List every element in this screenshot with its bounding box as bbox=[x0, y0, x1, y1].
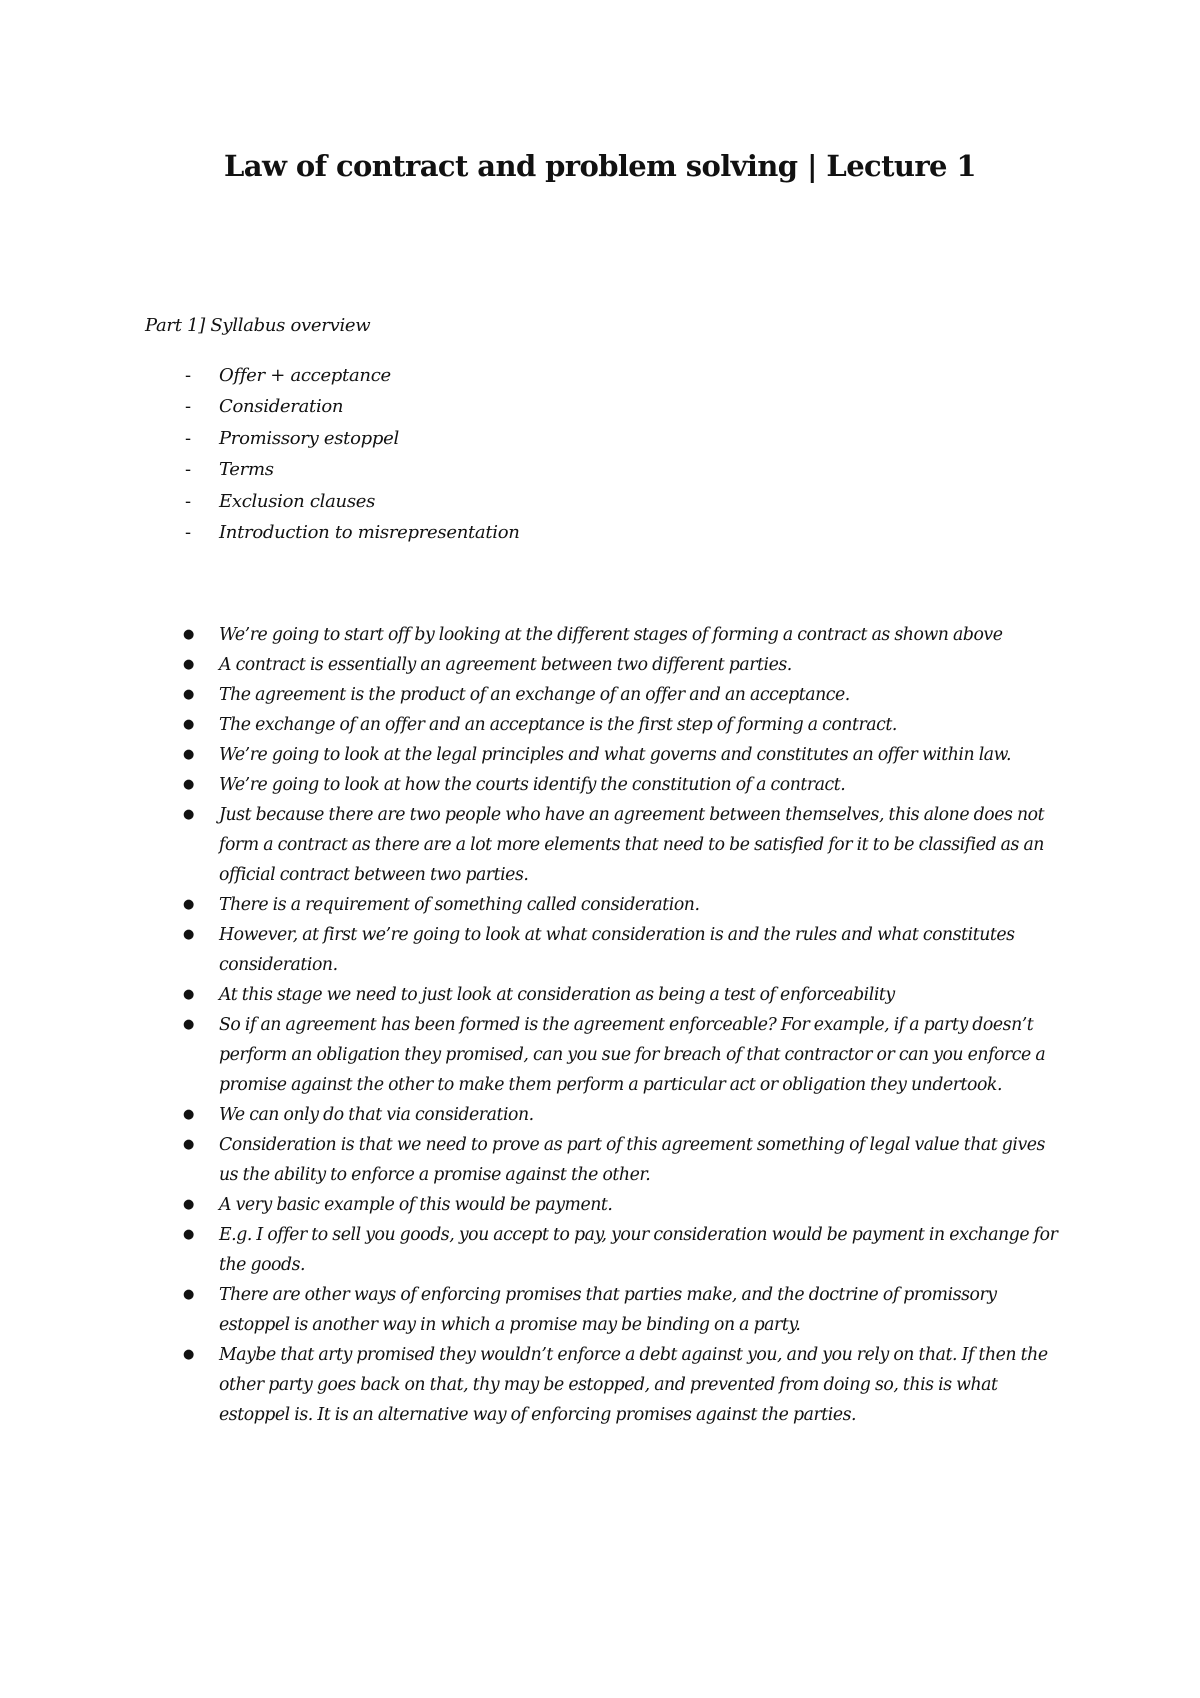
bullet-icon: ● bbox=[183, 1347, 194, 1362]
document-title: Law of contract and problem solving | Lecture 1 bbox=[224, 149, 976, 183]
syllabus-item-text: Offer + acceptance bbox=[219, 365, 391, 386]
note-item bbox=[145, 1010, 1065, 1100]
bullet-icon: ● bbox=[183, 1107, 194, 1122]
bullet-icon: ● bbox=[183, 1287, 194, 1302]
syllabus-item-text: Consideration bbox=[219, 396, 344, 418]
note-item bbox=[145, 800, 1065, 890]
note-item bbox=[145, 1130, 1065, 1190]
dash-marker: - bbox=[185, 459, 191, 481]
bullet-icon: ● bbox=[183, 1017, 194, 1032]
syllabus-item-text: Promissory estoppel bbox=[219, 427, 399, 449]
note-item bbox=[145, 650, 1065, 680]
notes-list bbox=[145, 620, 1065, 1430]
note-text: The agreement is the product of an exchange of an offer and an acceptance. bbox=[219, 685, 850, 705]
dash-marker: - bbox=[185, 490, 191, 512]
note-text: Just because there are two people who have an agreement between themselves, this alone does not form a contract as there are a lot more elements that need to be satisfied for it to be classified as an official contract between two parties. bbox=[219, 805, 1045, 885]
note-text: At this stage we need to just look at consideration as being a test of enforceability bbox=[219, 985, 895, 1005]
note-item bbox=[145, 890, 1065, 920]
note-text: However, at first we’re going to look at what consideration is and the rules and what constitutes consideration. bbox=[219, 925, 1015, 975]
bullet-icon: ● bbox=[183, 807, 194, 822]
note-text: So if an agreement has been formed is the agreement enforceable? For example, if a party doesn’t perform an obligation they promised, can you sue for breach of that contractor or can you enforce a promise against the other to make them perform a particular act or obligation they undertook. bbox=[219, 1015, 1046, 1095]
bullet-icon: ● bbox=[183, 717, 194, 732]
note-item bbox=[145, 620, 1065, 650]
note-text: We’re going to look at how the courts identify the constitution of a contract. bbox=[219, 775, 846, 795]
note-text: A contract is essentially an agreement between two different parties. bbox=[219, 655, 792, 675]
note-item bbox=[145, 680, 1065, 710]
dash-marker: - bbox=[185, 396, 191, 418]
bullet-icon: ● bbox=[183, 1227, 194, 1242]
bullet-icon: ● bbox=[183, 747, 194, 762]
bullet-icon: ● bbox=[183, 687, 194, 702]
bullet-icon: ● bbox=[183, 627, 194, 642]
note-item bbox=[145, 980, 1065, 1010]
note-item bbox=[145, 1100, 1065, 1130]
note-text: We can only do that via consideration. bbox=[219, 1105, 534, 1125]
note-text: There are other ways of enforcing promises that parties make, and the doctrine of promissory estoppel is another way in which a promise may be binding on a party. bbox=[219, 1285, 997, 1335]
note-item bbox=[145, 740, 1065, 770]
dash-marker: - bbox=[185, 365, 191, 386]
note-item bbox=[145, 770, 1065, 800]
dash-marker: - bbox=[185, 427, 191, 449]
note-item bbox=[145, 920, 1065, 980]
bullet-icon: ● bbox=[183, 777, 194, 792]
bullet-icon: ● bbox=[183, 1137, 194, 1152]
note-item bbox=[145, 1280, 1065, 1340]
note-text: We’re going to look at the legal principles and what governs and constitutes an offer within law. bbox=[219, 745, 1011, 765]
note-text: Maybe that arty promised they wouldn’t enforce a debt against you, and you rely on that. If then the other party goes back on that, thy may be estopped, and prevented from doing so, this is what estoppel is. It is an alternative way of enforcing promises against the parties. bbox=[219, 1345, 1048, 1425]
syllabus-item-text: Exclusion clauses bbox=[219, 490, 376, 512]
note-text: A very basic example of this would be payment. bbox=[219, 1195, 613, 1215]
bullet-icon: ● bbox=[183, 897, 194, 912]
note-text: The exchange of an offer and an acceptance is the first step of forming a contract. bbox=[219, 715, 897, 735]
dash-marker: - bbox=[185, 521, 191, 543]
section-heading: Part 1] Syllabus overview bbox=[145, 315, 371, 336]
note-text: Consideration is that we need to prove as part of this agreement something of legal value that gives us the ability to enforce a promise against the other. bbox=[219, 1135, 1045, 1185]
note-item bbox=[145, 1190, 1065, 1220]
note-item bbox=[145, 1340, 1065, 1430]
bullet-icon: ● bbox=[183, 657, 194, 672]
note-item bbox=[145, 710, 1065, 740]
note-item bbox=[145, 1220, 1065, 1280]
note-text: We’re going to start off by looking at the different stages of forming a contract as shown above bbox=[219, 625, 1003, 645]
note-text: There is a requirement of something called consideration. bbox=[219, 895, 700, 915]
bullet-icon: ● bbox=[183, 927, 194, 942]
bullet-icon: ● bbox=[183, 1197, 194, 1212]
bullet-icon: ● bbox=[183, 987, 194, 1002]
note-text: E.g. I offer to sell you goods, you accept to pay, your consideration would be payment in exchange for the goods. bbox=[219, 1225, 1058, 1275]
syllabus-item-text: Introduction to misrepresentation bbox=[219, 521, 520, 543]
syllabus-item-text: Terms bbox=[219, 459, 274, 481]
